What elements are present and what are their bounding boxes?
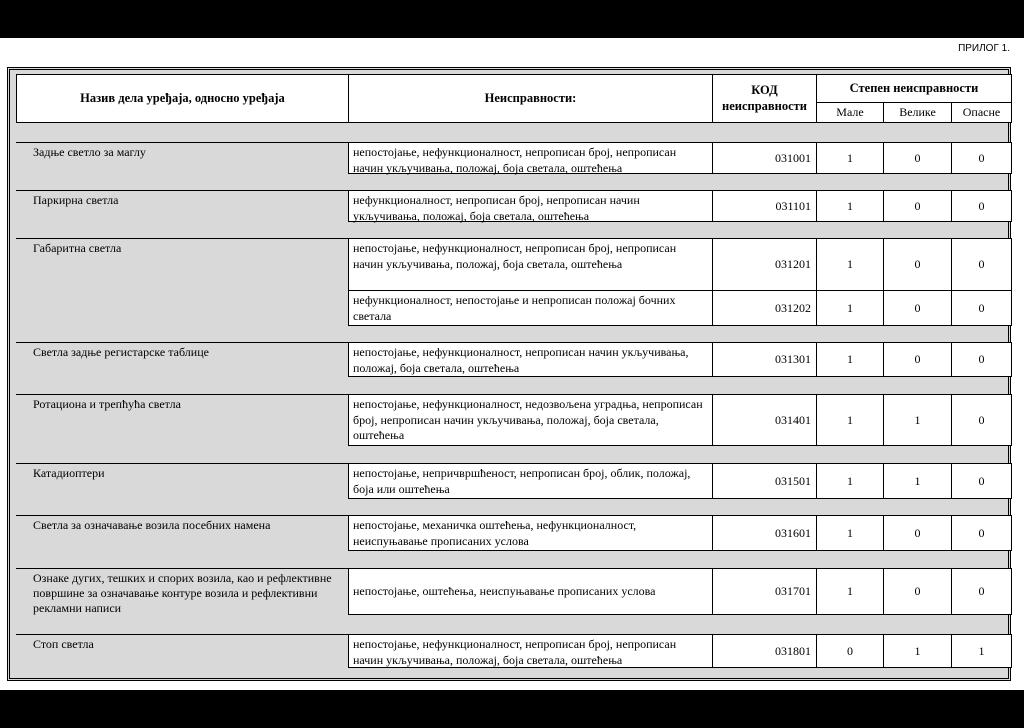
- fault-row: [348, 463, 1012, 499]
- fault-code: 031701: [713, 569, 817, 614]
- fault-code: 031001: [713, 143, 817, 173]
- dangerous-value: 1: [978, 643, 985, 658]
- header-part-name: Назив дела уређаја, односно уређаја: [17, 75, 349, 122]
- header-faults: Неисправности:: [349, 75, 713, 122]
- fault-description: нефункционалност, непостојање и непрописан положај бочних светала: [349, 291, 713, 325]
- part-name: Ознаке дугих, тешких и спорих возила, као и рефлективне површине за означавање контуре возила и рефлективни рекламни написи: [16, 568, 348, 634]
- table-row: [16, 463, 1012, 515]
- minor-value: 1: [817, 143, 884, 173]
- dangerous-value: 0: [978, 412, 985, 427]
- table-row: [16, 238, 1012, 342]
- major-value: 0: [884, 239, 952, 290]
- minor-value: 1: [817, 343, 884, 376]
- dangerous-value: 0: [978, 473, 985, 488]
- header-degree: Степен неисправности: [817, 75, 1011, 103]
- dangerous-value: 0: [978, 584, 985, 598]
- table-row: [16, 634, 1012, 678]
- fault-code: 031801: [713, 635, 817, 667]
- major-value: 1: [884, 635, 952, 667]
- minor-value: 1: [817, 464, 884, 498]
- dangerous-value: 0: [978, 300, 985, 315]
- minor-value: 1: [817, 516, 884, 550]
- major-value: 0: [884, 343, 952, 376]
- fault-code: 031202: [713, 291, 817, 325]
- part-name: Светла задње регистарске таблице: [16, 342, 348, 394]
- part-name: Катадиоптери: [16, 463, 348, 515]
- dangerous-value: 0: [978, 198, 985, 213]
- fault-code: 031401: [713, 395, 817, 445]
- fault-description: непостојање, нефункционалност, недозвољена уградња, непрописан број, непрописан начин укључивања, положај, боја светала, оштећења: [349, 395, 713, 445]
- fault-row: [348, 238, 1012, 291]
- header-major: Велике: [884, 102, 952, 122]
- fault-row: [348, 190, 1012, 222]
- major-value: 1: [884, 395, 952, 445]
- faults-table: [7, 67, 1011, 681]
- table-row: [16, 515, 1012, 568]
- dangerous-value: 0: [978, 352, 985, 366]
- fault-description: нефункционалност, непрописан број, непрописан начин укључивања, положај, боја светала, оштећења: [349, 191, 713, 221]
- fault-description: непостојање, механичка оштећења, нефункционалност, неиспуњавање прописаних услова: [349, 516, 713, 550]
- annex-label: ПРИЛОГ 1.: [958, 43, 1010, 54]
- header-code-line2: неисправности: [722, 98, 807, 113]
- minor-value: 1: [817, 569, 884, 614]
- major-value: 0: [884, 516, 952, 550]
- fault-description: непостојање, непричвршћеност, непрописан број, облик, положај, боја или оштећења: [349, 464, 713, 498]
- minor-value: 1: [817, 191, 884, 221]
- part-name: Стоп светла: [16, 634, 348, 678]
- fault-code: 031201: [713, 239, 817, 290]
- fault-row: [348, 568, 1012, 615]
- fault-row: [348, 515, 1012, 551]
- fault-description: непостојање, нефункционалност, непрописан начин укључивања, положај, боја светала, оштећења: [349, 343, 713, 376]
- part-name: Габаритна светла: [16, 238, 348, 342]
- major-value: 0: [884, 291, 952, 325]
- major-value: 1: [884, 464, 952, 498]
- part-name: Ротациона и трепћућа светла: [16, 394, 348, 463]
- table-body: [10, 70, 1008, 678]
- fault-code: 031601: [713, 516, 817, 550]
- part-name: Задње светло за маглу: [16, 142, 348, 190]
- fault-row: [348, 342, 1012, 377]
- dangerous-value: 0: [978, 150, 985, 165]
- table-row: [16, 142, 1012, 190]
- part-name: Светла за означавање возила посебних намена: [16, 515, 348, 568]
- dangerous-value: 0: [978, 525, 985, 540]
- minor-value: 1: [817, 395, 884, 445]
- document-page: [0, 38, 1024, 690]
- major-value: 0: [884, 143, 952, 173]
- minor-value: 0: [817, 635, 884, 667]
- header-minor: Мале: [817, 102, 884, 122]
- fault-code: 031101: [713, 191, 817, 221]
- table-row: [16, 342, 1012, 394]
- major-value: 0: [884, 569, 952, 614]
- fault-description: непостојање, нефункционалност, непрописан број, непрописан начин укључивања, положај, боја светала, оштећења: [349, 635, 713, 667]
- part-name: Паркирна светла: [16, 190, 348, 238]
- fault-code: 031301: [713, 343, 817, 376]
- fault-row: [348, 634, 1012, 668]
- table-row: [16, 394, 1012, 463]
- fault-code: 031501: [713, 464, 817, 498]
- minor-value: 1: [817, 239, 884, 290]
- fault-row: [348, 394, 1012, 446]
- table-row: [16, 190, 1012, 238]
- table-row: [16, 568, 1012, 634]
- minor-value: 1: [817, 291, 884, 325]
- fault-description: непостојање, нефункционалност, непрописан број, непрописан начин укључивања, положај, боја светала, оштећења: [349, 239, 713, 290]
- fault-description: непостојање, оштећења, неиспуњавање прописаних услова: [349, 569, 713, 614]
- fault-description: непостојање, нефункционалност, непрописан број, непрописан начин укључивања, положај, боја светала, оштећења: [349, 143, 713, 173]
- dangerous-value: 0: [978, 257, 985, 271]
- header-code-line1: КОД: [751, 82, 778, 97]
- fault-row: [348, 142, 1012, 174]
- fault-row: [348, 290, 1012, 326]
- header-dangerous: Опасне: [962, 104, 1001, 119]
- major-value: 0: [884, 191, 952, 221]
